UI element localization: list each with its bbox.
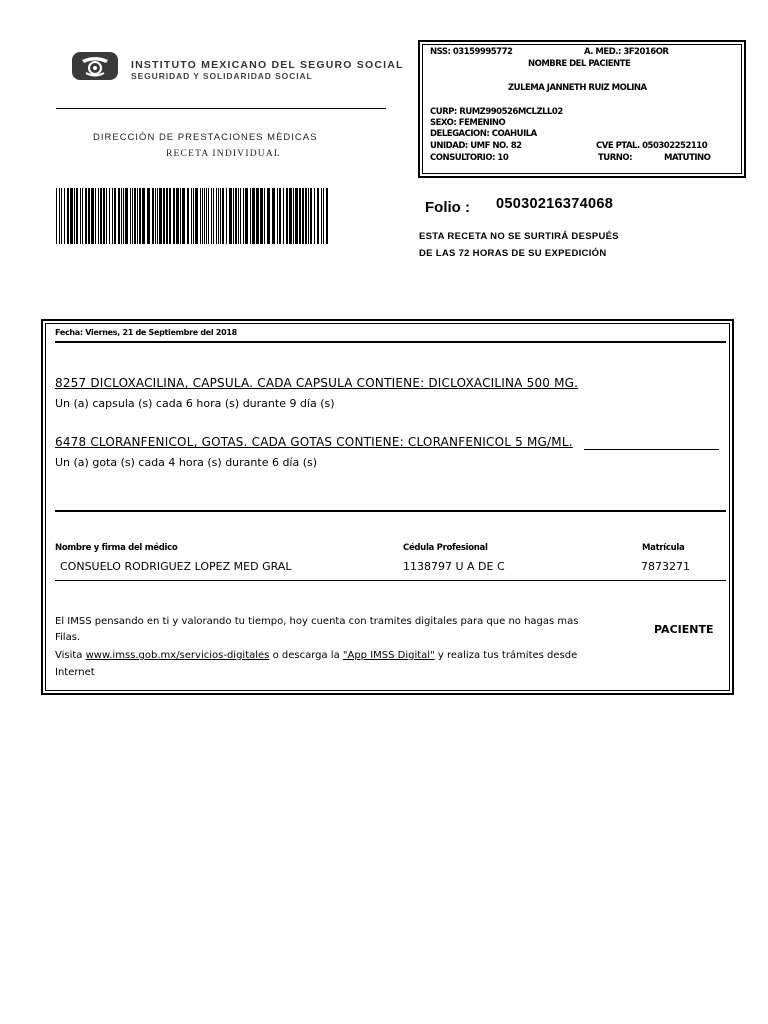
- info-line2: Filas.: [55, 632, 81, 643]
- patient-name-label: NOMBRE DEL PACIENTE: [528, 59, 631, 69]
- patient-curp: CURP: RUMZ990526MCLZLL02: [430, 107, 563, 117]
- folio-number: 05030216374068: [496, 196, 614, 212]
- info-visita: Visita: [55, 650, 86, 661]
- signature-divider: [55, 580, 726, 581]
- expiry-notice-line2: DE LAS 72 HORAS DE SU EXPEDICIÓN: [419, 248, 607, 259]
- institution-name: INSTITUTO MEXICANO DEL SEGURO SOCIAL: [131, 59, 404, 71]
- patient-name: ZULEMA JANNETH RUIZ MOLINA: [508, 83, 647, 93]
- medication-title: 8257 DICLOXACILINA, CAPSULA. CADA CAPSULA CONTIENE: DICLOXACILINA 500 MG.: [55, 376, 579, 390]
- info-line3: [55, 650, 577, 661]
- info-line1: El IMSS pensando en ti y valorando tu tiempo, hoy cuenta con tramites digitales para que no hagas mas: [55, 616, 579, 627]
- document-type: RECETA INDIVIDUAL: [166, 149, 281, 159]
- medication-dose: Un (a) gota (s) cada 4 hora (s) durante 6 día (s): [55, 456, 318, 469]
- servicios-digitales-link[interactable]: www.imss.gob.mx/servicios-digitales: [85, 650, 270, 661]
- patient-turno-value: MATUTINO: [664, 153, 711, 163]
- cedula-number: 1138797 U A DE C: [403, 560, 505, 573]
- prescription-divider: [55, 510, 726, 512]
- info-descarga: o descarga la: [269, 650, 343, 661]
- patient-unidad: UNIDAD: UMF NO. 82: [430, 141, 522, 151]
- doctor-label: Nombre y firma del médico: [55, 543, 178, 553]
- direction-title: DIRECCIÒN DE PRESTACIONES MÈDICAS: [93, 132, 318, 143]
- info-realiza: y realiza tus trámites desde: [434, 650, 578, 661]
- info-line4: Internet: [55, 667, 95, 678]
- patient-sexo: SEXO: FEMENINO: [430, 118, 506, 128]
- cedula-label: Cédula Profesional: [403, 543, 488, 553]
- patient-nss: NSS: 03159995772: [430, 47, 513, 57]
- folio-label: Folio :: [425, 199, 470, 216]
- medication-dose: Un (a) capsula (s) cada 6 hora (s) durante 9 día (s): [55, 397, 335, 410]
- header-divider: [56, 108, 386, 109]
- expiry-notice-line1: ESTA RECETA NO SE SURTIRÁ DESPUÉS: [419, 231, 619, 242]
- patient-cve-ptal: CVE PTAL. 050302252110: [596, 141, 708, 151]
- patient-delegacion: DELEGACION: COAHUILA: [430, 129, 537, 139]
- medication-title: 6478 CLORANFENICOL, GOTAS. CADA GOTAS CONTIENE: CLORANFENICOL 5 MG/ML.: [55, 435, 573, 449]
- prescription-date: Fecha: Viernes, 21 de Septiembre del 2018: [55, 328, 237, 337]
- patient-consultorio: CONSULTORIO: 10: [430, 153, 509, 163]
- institution-motto: SEGURIDAD Y SOLIDARIDAD SOCIAL: [131, 71, 313, 81]
- date-divider: [55, 341, 726, 343]
- doctor-name: CONSUELO RODRIGUEZ LOPEZ MED GRAL: [60, 560, 292, 573]
- copy-label: PACIENTE: [654, 623, 714, 636]
- matricula-number: 7873271: [641, 560, 690, 573]
- app-imss-digital-link[interactable]: "App IMSS Digital": [342, 650, 435, 661]
- barcode-icon: [56, 188, 330, 244]
- medication-fill-line: [584, 449, 719, 450]
- matricula-label: Matrícula: [642, 543, 685, 553]
- patient-turno-label: TURNO:: [598, 153, 632, 163]
- imss-eagle-logo-icon: [72, 52, 118, 80]
- patient-a-med: A. MED.: 3F2016OR: [584, 47, 669, 57]
